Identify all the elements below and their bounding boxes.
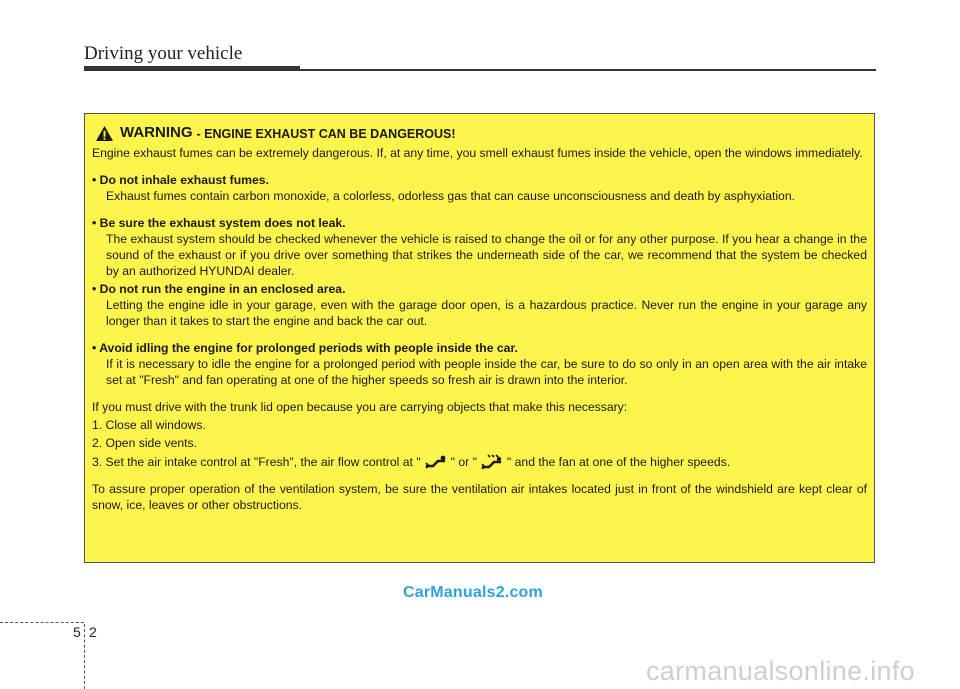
step-1: 1. Close all windows.	[92, 418, 206, 432]
step-3-part-a: 3. Set the air intake control at "Fresh", the air flow control at "	[92, 455, 421, 469]
warning-triangle-icon	[95, 125, 114, 142]
warning-subtitle: - ENGINE EXHAUST CAN BE DANGEROUS!	[196, 127, 456, 141]
bullet-body: Exhaust fumes contain carbon monoxide, a colorless, odorless gas that can cause unconsciousness and death by asphyxiation.	[106, 189, 796, 203]
page-number: 2	[89, 624, 97, 640]
page-divider-vertical	[84, 624, 85, 689]
warning-box	[84, 113, 875, 563]
floor-defrost-vent-icon	[480, 453, 504, 469]
step-3	[92, 453, 867, 470]
bullet-body: If it is necessary to idle the engine for a prolonged period with people inside the car, be sure to do so only in an open area with the air intake set at "Fresh" and fan operating at one of the higher speeds so fresh air is drawn into the interior.	[106, 357, 867, 387]
step-2: 2. Open side vents.	[92, 436, 198, 450]
step-3-part-b: " or "	[450, 455, 477, 469]
section-number: 5	[73, 624, 81, 640]
bullet-heading: • Avoid idling the engine for prolonged periods with people inside the car.	[92, 341, 518, 355]
page-header-title: Driving your vehicle	[84, 43, 243, 64]
header-bar-thick	[84, 66, 300, 71]
bullet-body: The exhaust system should be checked whenever the vehicle is raised to change the oil or for any other purpose. If you hear a change in the sound of the exhaust or if you drive over something that strikes the underneath side of the car, we recommend that the system be checked by an authorized HYUNDAI dealer.	[106, 232, 867, 278]
bullet-item	[92, 172, 867, 204]
footer-watermark[interactable]: carmanualsonline.info	[646, 656, 915, 686]
bullet-heading: • Do not inhale exhaust fumes.	[92, 173, 269, 187]
trunk-intro: If you must drive with the trunk lid open because you are carrying objects that make this necessary:	[92, 400, 628, 414]
bullet-heading: • Do not run the engine in an enclosed area.	[92, 282, 346, 296]
closing-note: To assure proper operation of the ventilation system, be sure the ventilation air intakes located just in front of the windshield are kept clear of snow, ice, leaves or other obstructions.	[92, 482, 867, 512]
floor-vent-icon	[424, 455, 448, 469]
page-divider-horizontal	[0, 622, 84, 623]
bullet-item	[92, 340, 867, 388]
carmanuals-watermark[interactable]: CarManuals2.com	[403, 584, 543, 601]
step-3-part-c: " and the fan at one of the higher speeds.	[506, 455, 731, 469]
bullet-body: Letting the engine idle in your garage, even with the garage door open, is a hazardous practice. Never run the engine in your garage any longer than it takes to start the engine and back the car out.	[106, 298, 867, 328]
bullet-item	[92, 281, 867, 329]
header-bar-thin	[300, 69, 876, 71]
warning-word: WARNING	[120, 124, 193, 141]
bullet-item	[92, 215, 867, 279]
warning-intro: Engine exhaust fumes can be extremely dangerous. If, at any time, you smell exhaust fumes inside the vehicle, open the windows immediately.	[92, 146, 863, 160]
warning-heading	[92, 124, 867, 142]
bullet-heading: • Be sure the exhaust system does not leak.	[92, 216, 346, 230]
